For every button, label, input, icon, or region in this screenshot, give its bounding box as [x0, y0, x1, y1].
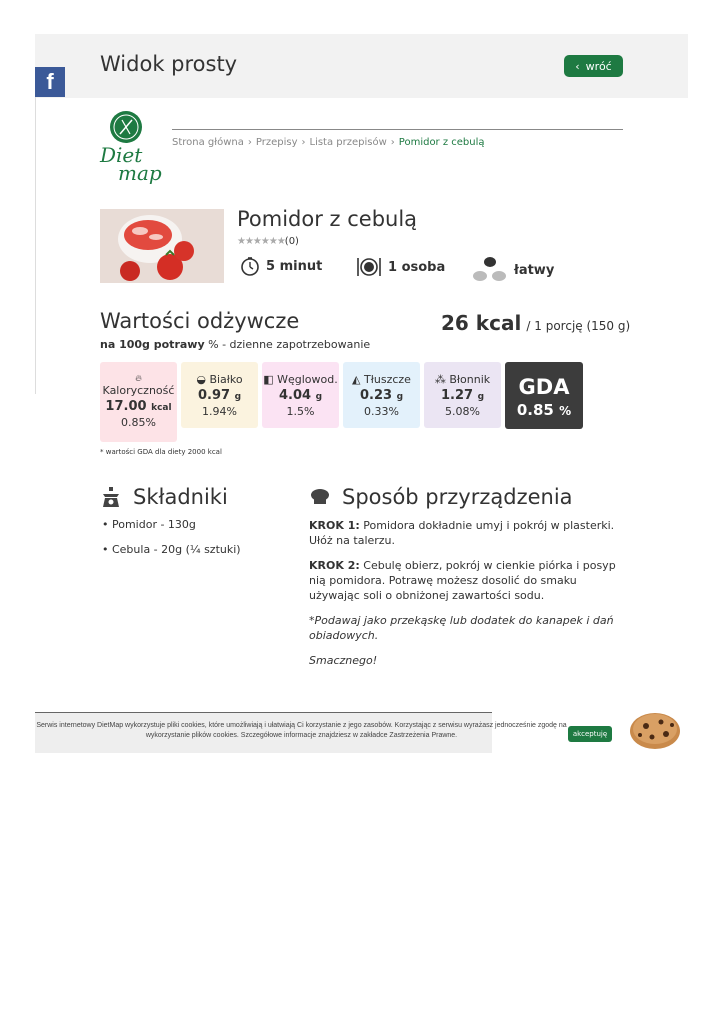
nutrient-label: Węglowod. [277, 373, 338, 386]
accept-cookies-button[interactable]: akceptuję [568, 726, 612, 742]
breadcrumb-recipes[interactable]: Przepisy [255, 137, 298, 148]
chevron-left-icon: ‹ [575, 59, 580, 73]
scale-icon [101, 486, 121, 512]
back-button[interactable] [564, 55, 623, 77]
nutrient-value: 17.00 [105, 399, 147, 414]
gda-value: 0.85 [516, 401, 554, 419]
nutrient-unit: g [315, 392, 323, 402]
breadcrumb [172, 137, 485, 148]
step-text: Pomidora dokładnie umyj i pokrój w plasterki. Ułóż na talerzu. [309, 519, 615, 547]
step-1 [309, 518, 625, 548]
recipe-photo [100, 209, 224, 283]
chef-hat-icon [310, 488, 330, 510]
prep-time-value: 5 minut [266, 258, 323, 274]
side-divider [35, 97, 36, 394]
bowl-icon: ◒ [196, 373, 210, 386]
star-icons: ★★★★★★ [237, 236, 285, 247]
ingredients-list [102, 518, 241, 568]
ingredients-title: Składniki [133, 485, 228, 509]
step-2 [309, 558, 625, 603]
back-button-label: wróć [585, 59, 612, 73]
nutrient-pct: 0.85% [121, 416, 156, 429]
nutrient-label: Kaloryczność [102, 384, 175, 397]
step-label: KROK 1: [309, 519, 360, 532]
nutrient-pct: 0.33% [364, 405, 399, 418]
preparation-title: Sposób przyrządzenia [342, 485, 573, 509]
difficulty-value: łatwy [514, 262, 555, 278]
nutrient-value: 0.97 [197, 388, 231, 403]
logo-text-diet: Diet [100, 143, 143, 167]
nutrient-unit: kcal [151, 403, 172, 413]
chevron-right-icon: › [301, 137, 306, 148]
nutrient-box-calories [100, 362, 177, 442]
breadcrumb-divider [172, 129, 623, 130]
step-text: Cebulę obierz, pokrój w cienkie piórka i posyp nią pomidora. Potrawę możesz dosolić do smaku używając soli o obniżonej zawartości sodu. [309, 559, 616, 602]
nutrient-value: 1.27 [440, 388, 474, 403]
prep-time [240, 256, 322, 276]
gda-note: * wartości GDA dla diety 2000 kcal [100, 448, 222, 456]
star-rating[interactable] [237, 236, 299, 247]
servings [356, 256, 445, 278]
rating-count: (0) [284, 236, 299, 247]
recipe-title: Pomidor z cebulą [237, 207, 418, 231]
serving-tip: *Podawaj jako przekąskę lub dodatek do kanapek i dań obiadowych. [309, 614, 614, 642]
nutrient-pct: 1.5% [286, 405, 315, 418]
nutrient-value: 0.23 [359, 388, 393, 403]
difficulty [472, 256, 554, 284]
nutrient-box-fiber [424, 362, 501, 428]
preparation-steps [309, 518, 625, 678]
gda-unit: % [559, 404, 572, 418]
gda-title: GDA [518, 375, 570, 399]
chevron-right-icon: › [247, 137, 252, 148]
logo-text-map: map [118, 161, 162, 185]
facebook-icon: f [46, 69, 54, 94]
nutrient-pct: 1.94% [202, 405, 237, 418]
drop-icon: ◭ [352, 373, 365, 386]
nutrient-box-protein [181, 362, 258, 428]
kcal-value: 26 kcal [441, 311, 522, 335]
nutrient-box-fat [343, 362, 420, 428]
per100-rest: % - dzienne zapotrzebowanie [204, 338, 371, 351]
breadcrumb-recipe-list[interactable]: Lista przepisów [309, 137, 387, 148]
clock-icon [240, 256, 260, 276]
nutrition-title: Wartości odżywcze [100, 309, 300, 333]
nutrient-unit: g [477, 392, 485, 402]
breadcrumb-current[interactable]: Pomidor z cebulą [398, 137, 485, 148]
dietmap-logo[interactable] [98, 110, 164, 188]
grain-icon: ⁂ [434, 373, 450, 386]
nutrient-box-carbs [262, 362, 339, 428]
plate-cutlery-icon [356, 256, 382, 278]
nutrient-pct: 5.08% [445, 405, 480, 418]
facebook-share-button[interactable] [35, 67, 65, 97]
nutrient-value: 4.04 [278, 388, 312, 403]
nutrient-label: Błonnik [449, 373, 491, 386]
nutrient-label: Tłuszcze [364, 373, 411, 386]
flame-icon: 🔥︎ [135, 374, 142, 384]
kcal-per-portion [441, 311, 630, 335]
per100-label [100, 338, 370, 351]
per100-bold: na 100g potrawy [100, 338, 205, 351]
closing-text: Smacznego! [309, 654, 378, 667]
nutrient-unit: g [396, 392, 404, 402]
servings-value: 1 osoba [388, 259, 446, 275]
nutrient-label: Białko [209, 373, 243, 386]
nutrient-unit: g [234, 392, 242, 402]
ingredient-item: • Cebula - 20g (¼ sztuki) [102, 543, 241, 556]
breadcrumb-home[interactable]: Strona główna [172, 137, 244, 148]
ingredient-item: • Pomidor - 130g [102, 518, 196, 531]
gda-box [505, 362, 583, 429]
cube-icon: ◧ [263, 373, 278, 386]
step-label: KROK 2: [309, 559, 360, 572]
page-title: Widok prosty [100, 52, 238, 76]
chevron-right-icon: › [390, 137, 395, 148]
kcal-portion-label: / 1 porcję (150 g) [526, 319, 631, 333]
chef-hats-icon [472, 256, 508, 284]
cookie-text: Serwis internetowy DietMap wykorzystuje pliki cookies, które umożliwiają i ułatwiają Ci korzystanie z jego zasobów. Korzystając z serwisu wyrażasz jednocześnie zgodę na wykorzystanie plików cookies. Szczegółowe informacje znajdziesz w zakładce Zastrzeżenia Prawne. [36, 722, 567, 739]
cookie-icon [628, 710, 682, 750]
